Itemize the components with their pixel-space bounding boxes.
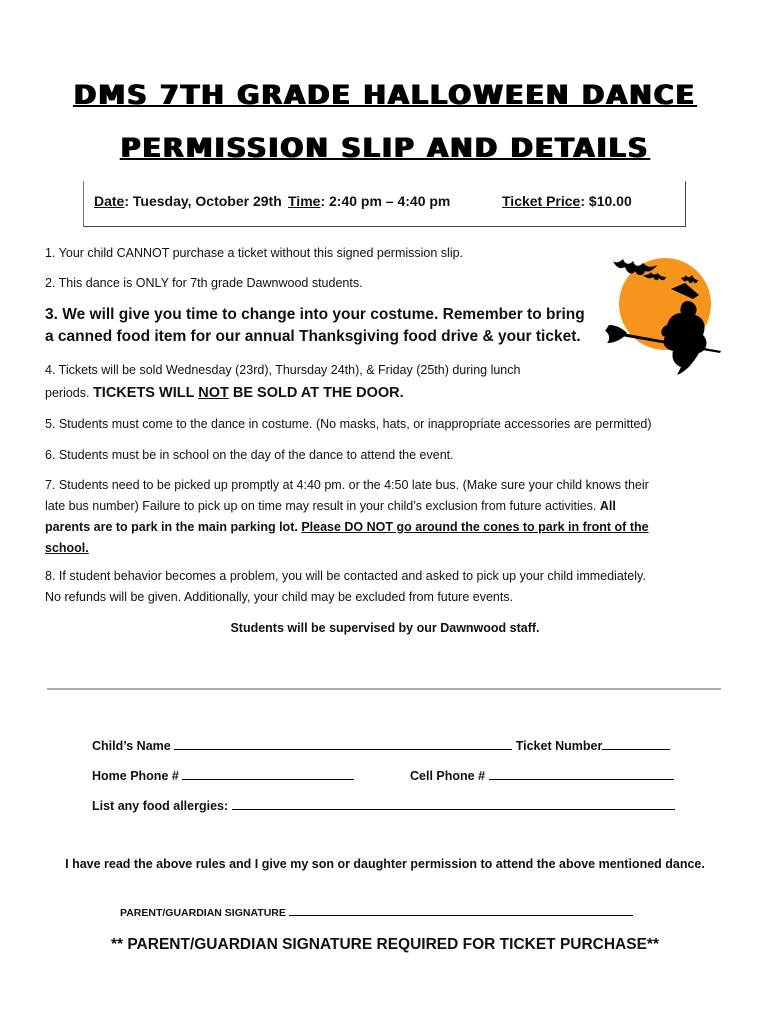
rule-4-door-warning [93, 385, 404, 401]
page-title: DMS 7TH GRADE HALLOWEEN DANCE [73, 80, 697, 111]
rule-7 [45, 475, 725, 559]
signature-required-note: ** PARENT/GUARDIAN SIGNATURE REQUIRED FOR TICKET PURCHASE** [111, 936, 659, 953]
signature-field[interactable] [289, 906, 633, 916]
consent-statement: I have read the above rules and I give my son or daughter permission to attend the above mentioned dance. [65, 857, 705, 871]
rule-7-line-1: 7. Students need to be picked up promptly at 4:40 pm. or the 4:50 late bus. (Make sure your child knows their [45, 478, 649, 492]
home-phone-label: Home Phone # [92, 769, 179, 783]
rule-4-line-1: 4. Tickets will be sold Wednesday (23rd), Thursday 24th), & Friday (25th) during lunch [45, 363, 521, 377]
rule-7-line-3 [45, 517, 725, 538]
time-value: : 2:40 pm – 4:40 pm [320, 193, 451, 209]
rule-7-line-2-bold: All [599, 499, 616, 513]
time-label: Time [288, 193, 321, 209]
price-value: : $10.00 [580, 193, 632, 209]
section-divider [47, 688, 721, 690]
price-info [502, 193, 632, 209]
rule-6: 6. Students must be in school on the day of the dance to attend the event. [45, 448, 454, 462]
rule-3-line-1: 3. We will give you time to change into your costume. Remember to bring [45, 306, 585, 323]
ticket-number-field[interactable] [602, 738, 670, 750]
cell-phone-field[interactable] [489, 768, 674, 780]
rule-4-bold-b: BE SOLD AT THE DOOR. [228, 385, 404, 401]
signature-label: PARENT/GUARDIAN SIGNATURE [120, 907, 286, 919]
rule-5: 5. Students must come to the dance in costume. (No masks, hats, or inappropriate accessories are permitted) [45, 417, 652, 431]
cell-phone-label: Cell Phone # [410, 769, 486, 783]
rule-7-parking-note: parents are to park in the main parking lot. [45, 520, 302, 534]
rule-8 [45, 566, 725, 608]
broom-bristles-icon [605, 325, 627, 343]
price-label: Ticket Price [502, 193, 581, 209]
rule-7-line-2 [45, 496, 725, 517]
allergies-field[interactable] [232, 798, 675, 810]
supervision-note: Students will be supervised by our Dawnwood staff. [230, 621, 540, 635]
rule-1: 1. Your child CANNOT purchase a ticket without this signed permission slip. [45, 246, 464, 260]
witch-moon-bats-icon [603, 255, 728, 380]
home-phone-row [92, 768, 354, 783]
rule-2: 2. This dance is ONLY for 7th grade Dawnwood students. [45, 276, 363, 290]
child-name-field[interactable] [174, 738, 512, 750]
signature-row [120, 906, 633, 919]
rule-4-periods: periods. [45, 386, 93, 400]
rule-7-line-4: school. [45, 541, 89, 555]
child-name-row [92, 738, 670, 753]
rule-4-line-2 [45, 383, 725, 404]
home-phone-field[interactable] [182, 768, 354, 780]
rule-8-line-1: 8. If student behavior becomes a problem, you will be contacted and asked to pick up your child immediately. [45, 569, 646, 583]
rule-7-line-2-text: late bus number) Failure to pick up on time may result in your child’s exclusion from future activities. [45, 499, 600, 513]
rule-4-bold-a: TICKETS WILL [92, 385, 199, 401]
rule-3-line-2: a canned food item for our annual Thanksgiving food drive & your ticket. [45, 328, 581, 345]
allergies-row [92, 798, 675, 813]
rule-8-line-2: No refunds will be given. Additionally, your child may be excluded from future events. [45, 590, 514, 604]
rule-7-cones-note: Please DO NOT go around the cones to park in front of the [301, 520, 649, 534]
allergies-label: List any food allergies: [92, 799, 229, 813]
date-label: Date [94, 193, 125, 209]
date-info [94, 193, 282, 209]
cell-phone-row [410, 768, 674, 783]
page-subtitle: PERMISSION SLIP AND DETAILS [120, 133, 650, 164]
time-info [288, 193, 450, 209]
rule-4-bold-not: NOT [198, 385, 229, 401]
child-name-label: Child’s Name [92, 739, 171, 753]
date-value: : Tuesday, October 29th [124, 193, 282, 209]
ticket-number-label: Ticket Number [515, 739, 603, 753]
